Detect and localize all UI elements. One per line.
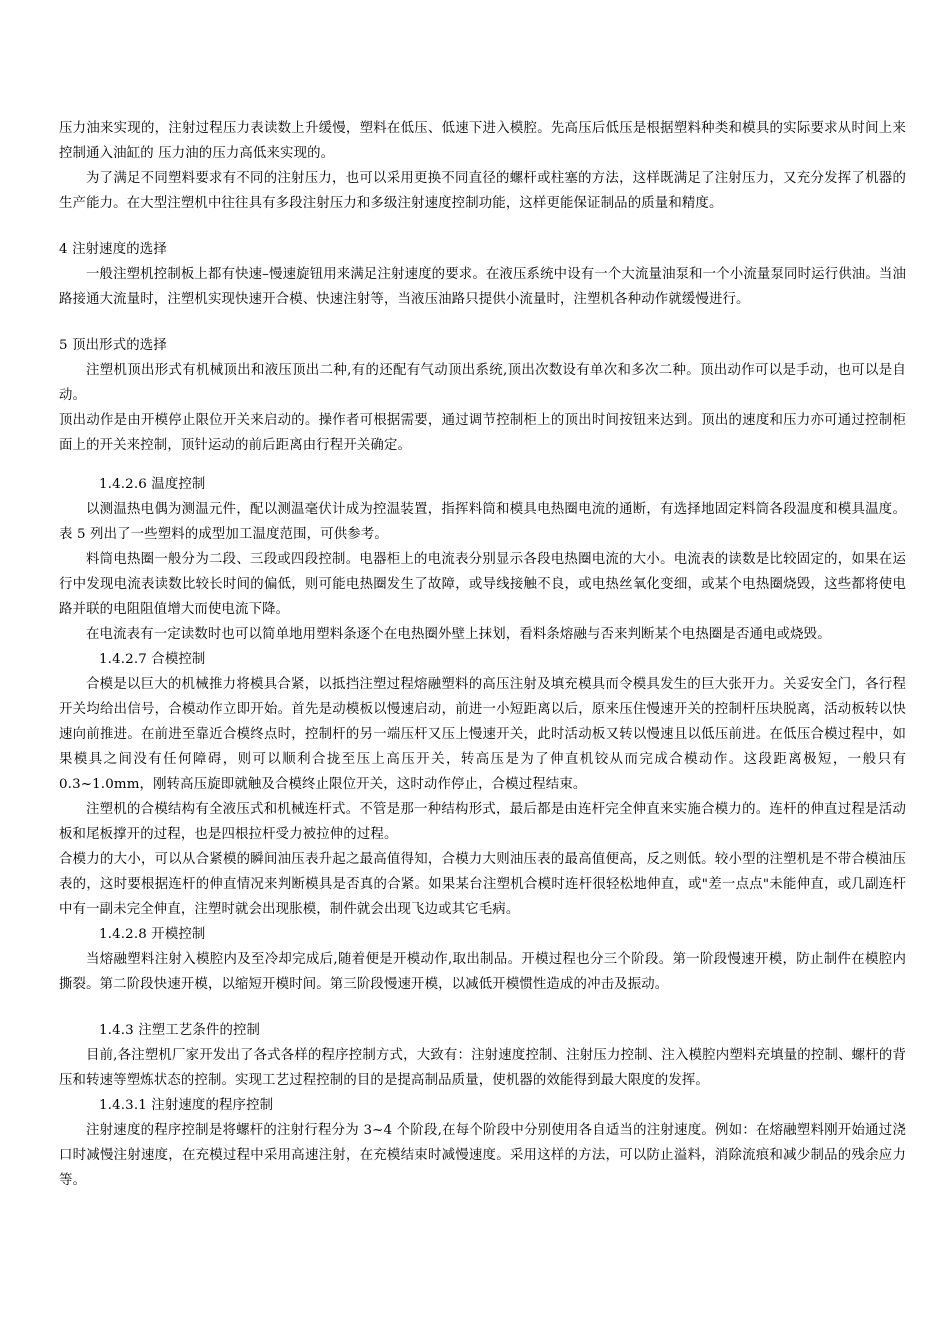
- body-paragraph: 料筒电热圈一般分为二段、三段或四段控制。电器柜上的电流表分别显示各段电热圈电流的大小。电流表的读数是比较固定的，如果在运行中发现电流表读数比较长时间的偏低，则可能电热圈发生了故障，或导线接触不良，或电热丝氧化变细，或某个电热圈烧毁，这些都将使电路并联的电阻阻值增大而使电流下降。: [59, 552, 906, 617]
- body-paragraph: 为了满足不同塑料要求有不同的注射压力，也可以采用更换不同直径的螺杆或柱塞的方法，这样既满足了注射压力，又充分发挥了机器的生产能力。在大型注塑机中往往具有多段注射压力和多级注射速度控制功能，这样更能保证制品的质量和精度。: [59, 171, 906, 211]
- body-paragraph: 在电流表有一定读数时也可以简单地用塑料条逐个在电热圈外壁上抹划，看料条熔融与否来判断某个电热圈是否通电或烧毁。: [86, 627, 831, 642]
- section-heading: 4 注射速度的选择: [59, 242, 167, 257]
- section-heading: 1.4.2.7 合模控制: [99, 652, 206, 667]
- body-paragraph: 以测温热电偶为测温元件，配以测温毫伏计成为控温装置，指挥料筒和模具电热圈电流的通断，有选择地固定料筒各段温度和模具温度。表 5 列出了一些塑料的成型加工温度范围，可供参考。: [59, 502, 906, 542]
- section-spacer: [59, 216, 906, 237]
- body-paragraph: 注射速度的程序控制是将螺杆的注射行程分为 3~4 个阶段,在每个阶段中分别使用各自适当的注射速度。例如：在熔融塑料刚开始通过浇口时减慢注射速度，在充模过程中采用高速注射，在充模结束时减慢速度。采用这样的方法，可以防止溢料，消除流痕和减少制品的残余应力等。: [59, 1123, 906, 1188]
- body-paragraph: 顶出动作是由开模停止限位开关来启动的。操作者可根据需要，通过调节控制柜上的顶出时间按钮来达到。顶出的速度和压力亦可通过控制柜面上的开关来控制，顶针运动的前后距离由行程开关确定。: [59, 413, 906, 453]
- section-heading: 1.4.3 注塑工艺条件的控制: [99, 1023, 261, 1038]
- body-paragraph: 当熔融塑料注射入模腔内及至冷却完成后,随着便是开模动作,取出制品。开模过程也分三个阶段。第一阶段慢速开模，防止制件在模腔内撕裂。第二阶段快速开模，以缩短开模时间。第三阶段慢速开模，以减低开模惯性造成的冲击及振动。: [59, 952, 906, 992]
- section-heading: 1.4.2.8 开模控制: [99, 927, 206, 942]
- body-paragraph: 合模力的大小，可以从合紧模的瞬间油压表升起之最高值得知，合模力大则油压表的最高值便高，反之则低。较小型的注塑机是不带合模油压表的，这时要根据连杆的伸直情况来判断模具是否真的合紧。如果某台注塑机合模时连杆很轻松地伸直，或"差一点点"未能伸直，或几副连杆中有一副未完全伸直，注塑时就会出现胀模，制件就会出现飞边或其它毛病。: [59, 852, 906, 917]
- section-spacer: [59, 458, 906, 472]
- section-heading: 1.4.3.1 注射速度的程序控制: [99, 1098, 274, 1113]
- section-heading: 5 顶出形式的选择: [59, 338, 167, 353]
- body-paragraph: 注塑机顶出形式有机械顶出和液压顶出二种,有的还配有气动顶出系统,顶出次数设有单次和多次二种。顶出动作可以是手动，也可以是自动。: [59, 363, 906, 403]
- body-paragraph: 一般注塑机控制板上都有快速–慢速旋钮用来满足注射速度的要求。在液压系统中设有一个大流量油泵和一个小流量泵同时运行供油。当油路接通大流量时，注塑机实现快速开合模、快速注射等，当液压油路只提供小流量时，注塑机各种动作就缓慢进行。: [59, 267, 906, 307]
- body-paragraph: 合模是以巨大的机械推力将模具合紧，以抵挡注塑过程熔融塑料的高压注射及填充模具而令模具发生的巨大张开力。关妥安全门，各行程开关均给出信号，合模动作立即开始。首先是动模板以慢速启动，前进一小短距离以后，原来压住慢速开关的控制杆压块脱离，活动板转以快速向前推进。在前进至靠近合模终点时，控制杆的另一端压杆又压上慢速开关，此时活动板又转以慢速且以低压前进。在低压合模过程中，如果模具之间没有任何障碍，则可以顺利合拢至压上高压开关，转高压是为了伸直机铰从而完成合模动作。这段距离极短，一般只有 0.3~1.0mm，刚转高压旋即就触及合模终止限位开关，这时动作停止，合模过程结束。: [59, 677, 906, 792]
- document-body: [59, 116, 906, 1193]
- section-spacer: [59, 997, 906, 1018]
- section-heading: 1.4.2.6 温度控制: [99, 477, 206, 492]
- body-paragraph: 压力油来实现的，注射过程压力表读数上升缓慢，塑料在低压、低速下进入模腔。先高压后低压是根据塑料种类和模具的实际要求从时间上来控制通入油缸的 压力油的压力高低来实现的。: [59, 121, 906, 161]
- section-spacer: [59, 312, 906, 333]
- body-paragraph: 注塑机的合模结构有全液压式和机械连杆式。不管是那一种结构形式，最后都是由连杆完全伸直来实施合模力的。连杆的伸直过程是活动板和尾板撑开的过程，也是四根拉杆受力被拉伸的过程。: [59, 802, 906, 842]
- body-paragraph: 目前,各注塑机厂家开发出了各式各样的程序控制方式，大致有：注射速度控制、注射压力控制、注入模腔内塑料充填量的控制、螺杆的背压和转速等塑炼状态的控制。实现工艺过程控制的目的是提高制品质量，使机器的效能得到最大限度的发挥。: [59, 1048, 906, 1088]
